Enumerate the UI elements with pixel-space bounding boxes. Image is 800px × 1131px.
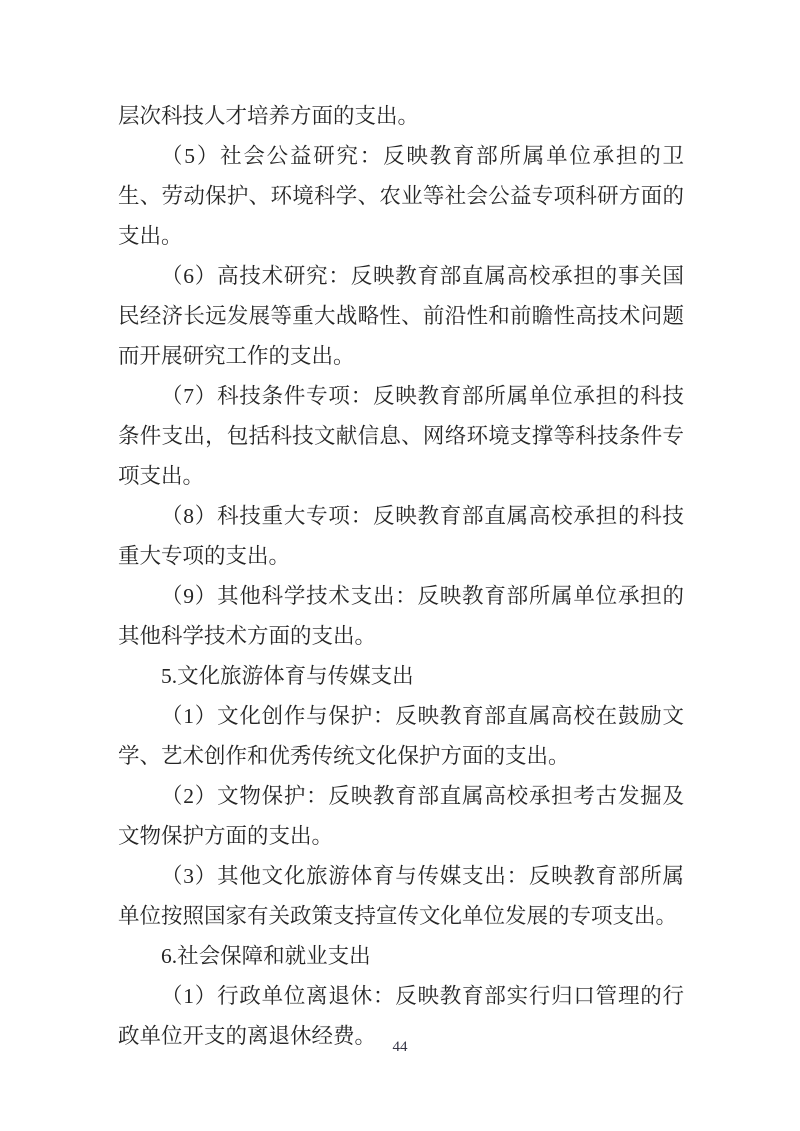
body-paragraph: （8）科技重大专项：反映教育部直属高校承担的科技重大专项的支出。 [118, 504, 684, 568]
body-paragraph: （1）文化创作与保护：反映教育部直属高校在鼓励文学、艺术创作和优秀传统文化保护方面的支出。 [118, 704, 684, 768]
page-number: 44 [392, 1039, 408, 1055]
section-heading: 6.社会保障和就业支出 [161, 944, 371, 968]
body-paragraph: （7）科技条件专项：反映教育部所属单位承担的科技条件支出，包括科技文献信息、网络环境支撑等科技条件专项支出。 [118, 384, 684, 488]
body-paragraph: （6）高技术研究：反映教育部直属高校承担的事关国民经济长远发展等重大战略性、前沿性和前瞻性高技术问题而开展研究工作的支出。 [118, 264, 684, 368]
body-paragraph: 层次科技人才培养方面的支出。 [118, 104, 420, 128]
body-paragraph: （5）社会公益研究：反映教育部所属单位承担的卫生、劳动保护、环境科学、农业等社会公益专项科研方面的支出。 [118, 144, 684, 248]
body-paragraph: （9）其他科学技术支出：反映教育部所属单位承担的其他科学技术方面的支出。 [118, 584, 684, 648]
body-paragraph: （2）文物保护：反映教育部直属高校承担考古发掘及文物保护方面的支出。 [118, 784, 684, 848]
section-heading: 5.文化旅游体育与传媒支出 [161, 664, 414, 688]
body-paragraph: （3）其他文化旅游体育与传媒支出：反映教育部所属单位按照国家有关政策支持宣传文化单位发展的专项支出。 [118, 864, 684, 928]
document-body [118, 96, 684, 1056]
body-paragraph: （1）行政单位离退休：反映教育部实行归口管理的行政单位开支的离退休经费。 [118, 984, 684, 1048]
